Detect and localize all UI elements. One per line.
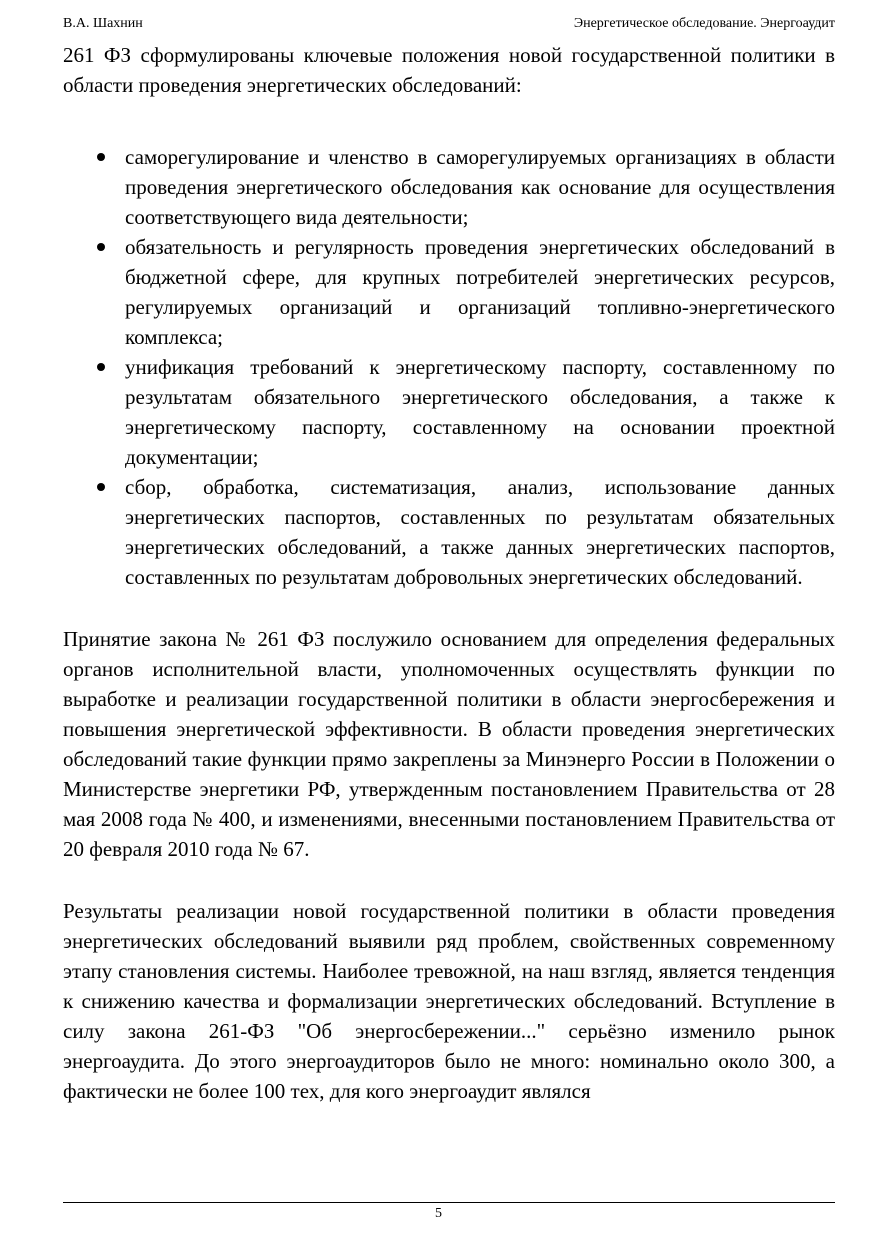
list-item <box>63 142 835 232</box>
header-author: В.А. Шахнин <box>63 16 143 31</box>
header-title: Энергетическое обследование. Энергоаудит <box>573 16 835 31</box>
bullet-icon <box>97 363 105 371</box>
page-body <box>63 40 835 1106</box>
bullet-icon <box>97 153 105 161</box>
intro-paragraph: 261 ФЗ сформулированы ключевые положения новой государственной политики в области проведения энергетических обследований: <box>63 43 835 97</box>
body-paragraph-results: Результаты реализации новой государственной политики в области проведения энергетических обследований выявили ряд проблем, свойственных современному этапу становления системы. Наиболее тревожной, на наш взгляд, является тенденция к снижению качества и формализации энергетических обследований. Вступление в силу закона 261-ФЗ "Об энергосбережении..." серьёзно изменило рынок энергоаудита. До этого энергоаудиторов было не много: номинально около 300, а фактически не более 100 тех, для кого энергоаудит являлся <box>63 899 835 1103</box>
list-item-text: сбор, обработка, систематизация, анализ, использование данных энергетических паспортов, составленных по результатам обязательных энергетических обследований, а также данных энергетических паспортов, составленных по результатам добровольных энергетических обследований. <box>125 475 835 589</box>
list-item-text: саморегулирование и членство в саморегулируемых организациях в области проведения энергетического обследования как основание для осуществления соответствующего вида деятельности; <box>125 145 835 229</box>
body-paragraph-law-adoption: Принятие закона № 261 ФЗ послужило основанием для определения федеральных органов исполнительной власти, уполномоченных осуществлять функции по выработке и реализации государственной политики в области энергосбережения и повышения энергетической эффективности. В области проведения энергетических обследований такие функции прямо закреплены за Минэнерго России в Положении о Министерстве энергетики РФ, утвержденным постановлением Правительства от 28 мая 2008 года № 400, и изменениями, внесенными постановлением Правительства от 20 февраля 2010 года № 67. <box>63 627 835 861</box>
running-header <box>63 15 835 33</box>
list-item-text: обязательность и регулярность проведения энергетических обследований в бюджетной сфере, для крупных потребителей энергетических ресурсов, регулируемых организаций и организаций топливно-энергетического комплекса; <box>125 235 835 349</box>
list-item <box>63 232 835 352</box>
footer-divider <box>63 1202 835 1203</box>
list-item <box>63 352 835 472</box>
list-item <box>63 472 835 592</box>
bullet-icon <box>97 243 105 251</box>
page-number: 5 <box>435 1206 442 1221</box>
bullet-icon <box>97 483 105 491</box>
list-item-text: унификация требований к энергетическому паспорту, составленному по результатам обязательного энергетического обследования, а также к энергетическому паспорту, составленному на основании проектной документации; <box>125 355 835 469</box>
bullet-list <box>63 142 835 592</box>
